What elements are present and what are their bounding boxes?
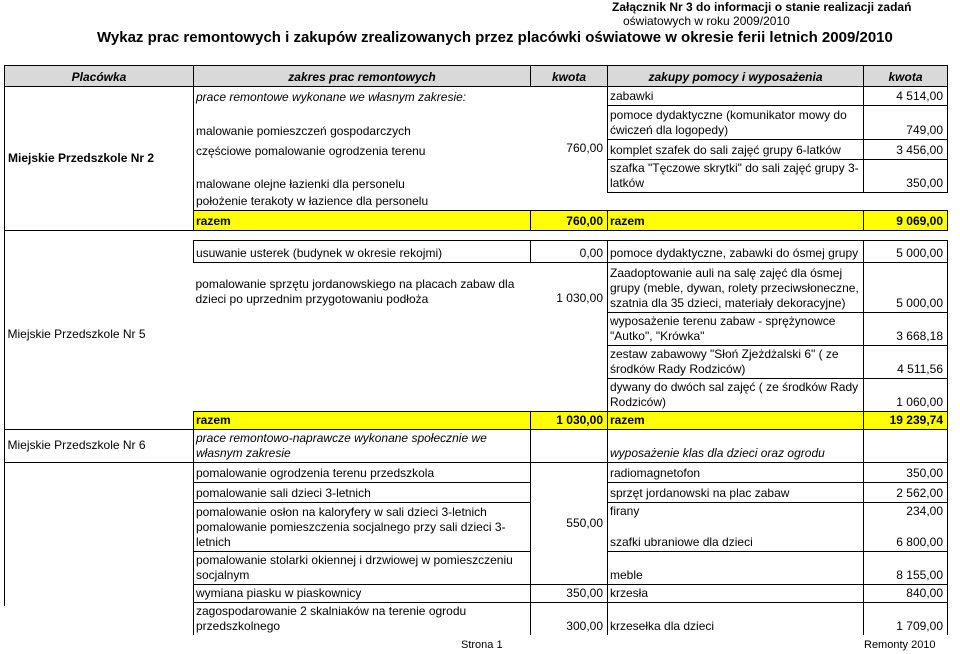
purchase-amount: 3 456,00 [864,140,948,160]
repair-item: częściowe pomalowanie ogrodzenia terenu [196,143,426,158]
repair-item: usuwanie usterek (budynek w okresie rekojmi) [194,240,531,262]
purchase-item: Zaadoptowanie auli na salę zajęć dla ósmej grupy (meble, dywan, rolety przeciwsłoneczne, szatnia dla 35 dzieci, materiały dekoracyjne) [608,262,864,312]
repairs-intro: prace remontowo-naprawcze wykonane społecznie we własnym zakresie [194,429,531,462]
purchase-amount: 4 514,00 [864,87,948,106]
repair-item: malowanie pomieszczeń gospodarczych [196,123,411,138]
table-row [5,462,948,482]
attachment-line-1: Załącznik Nr 3 do informacji o stanie realizacji zadań [612,0,912,14]
total-label: razem [194,210,531,230]
purchase-amount: 2 562,00 [864,482,948,502]
purchase-amount: 8 155,00 [864,551,948,584]
table-row [5,87,948,106]
purchase-amount: 5 000,00 [864,240,948,262]
header-amount-purchases: kwota [864,66,948,87]
repair-item: pomalowanie sali dzieci 3-letnich [194,482,531,502]
purchase-item: sprzęt jordanowski na plac zabaw [608,482,864,502]
purchase-amount: 749,00 [864,106,948,140]
repair-item: wymiana piasku w piaskownicy [194,584,531,602]
repair-amount: 550,00 [531,462,608,584]
repair-item: zagospodarowanie 2 skalniaków na terenie ogrodu przedszkolnego [194,602,531,635]
purchase-item: zestaw zabawowy "Słoń Zjeżdżalski 6" ( ze środków Rady Rodziców) [608,345,864,378]
repair-item: pomalowanie stolarki okiennej i drzwiowej w pomieszczeniu socjalnym [194,551,531,584]
purchase-item: krzesełka dla dzieci [608,602,864,635]
total-purchases: 19 239,74 [864,411,948,429]
purchase-amount: 350,00 [864,160,948,193]
purchase-item-firany: firany [610,503,640,518]
total-label: razem [608,210,864,230]
purchase-amount-firany: 234,00 [906,503,943,518]
purchase-amount: 840,00 [864,584,948,602]
purchase-amount: 1 709,00 [864,602,948,635]
repair-amount: 0,00 [531,240,608,262]
header-amount-repairs: kwota [531,66,608,87]
total-repairs: 1 030,00 [531,411,608,429]
purchase-item: komplet szafek do sali zajęć grupy 6-latków [608,140,864,160]
header-row [5,66,948,87]
purchase-amount-szafki: 6 800,00 [896,534,943,549]
purchase-item [608,502,864,551]
repairs-intro: prace remontowe wykonane we własnym zakresie: [196,89,467,104]
table-row [5,429,948,462]
total-repairs: 760,00 [531,210,608,230]
repair-item: pomalowanie sprzętu jordanowskiego na placach zabaw dla dzieci po uprzednim przygotowaniu podłoża [195,276,515,306]
purchase-item: zabawki [608,87,864,106]
repair-item: pomalowanie osłon na kaloryfery w sali dzieci 3-letnich pomalowanie pomieszczenia socjalnego przy sali dzieci 3-letnich [194,502,531,551]
facility-name: Miejskie Przedszkole Nr 6 [5,429,194,462]
purchase-amount: 4 511,56 [864,345,948,378]
repair-amount: 1 030,00 [556,290,603,305]
purchase-item: krzesła [608,584,864,602]
table-row [5,240,948,262]
header-purchases: zakupy pomocy i wyposażenia [608,66,864,87]
purchase-amount: 350,00 [864,462,948,482]
purchase-item: pomoce dydaktyczne, zabawki do ósmej grupy [608,240,864,262]
purchase-item: szafka "Tęczowe skrytki" do sali zajęć grupy 3-latków [608,160,864,193]
repair-item: malowane olejne łazienki dla personelu [196,176,405,191]
purchase-item: dywany do dwóch sal zajęć ( ze środków Rady Rodziców) [608,378,864,411]
purchase-item-szafki: szafki ubraniowe dla dzieci [610,534,753,549]
purchase-item: wyposażenie terenu zabaw - sprężynowce "Autko", "Krówka" [608,312,864,345]
header-repairs: zakres prac remontowych [194,66,531,87]
repair-amount: 350,00 [531,584,608,602]
total-label: razem [194,411,531,429]
purchase-item: pomoce dydaktyczne (komunikator mowy do ćwiczeń dla logopedy) [608,106,864,140]
repair-item: położenie terakoty w łazience dla personelu [196,193,429,208]
purchases-intro: wyposażenie klas dla dzieci oraz ogrodu [608,429,864,462]
report-table [4,65,948,635]
purchase-amount [864,502,948,551]
purchase-item: meble [608,551,864,584]
purchase-amount: 1 060,00 [864,378,948,411]
total-purchases: 9 069,00 [864,210,948,230]
document-title: Wykaz prac remontowych i zakupów zrealizowanych przez placówki oświatowe w okresie ferii letnich 2009/2010 [97,29,893,46]
total-label: razem [608,411,864,429]
repair-amount: 760,00 [566,140,603,155]
repair-item: pomalowanie ogrodzenia terenu przedszkola [194,462,531,482]
purchase-amount: 3 668,18 [864,312,948,345]
facility-name: Miejskie Przedszkole Nr 5 [5,240,194,429]
purchase-amount: 5 000,00 [864,262,948,312]
repair-amount: 300,00 [531,602,608,635]
header-facility: Placówka [5,66,194,87]
page-number: Strona 1 [461,639,503,651]
facility-name: Miejskie Przedszkole Nr 2 [5,87,194,231]
purchase-item: radiomagnetofon [608,462,864,482]
attachment-line-2: oświatowych w roku 2009/2010 [623,14,790,28]
sheet-name: Remonty 2010 [864,639,936,651]
